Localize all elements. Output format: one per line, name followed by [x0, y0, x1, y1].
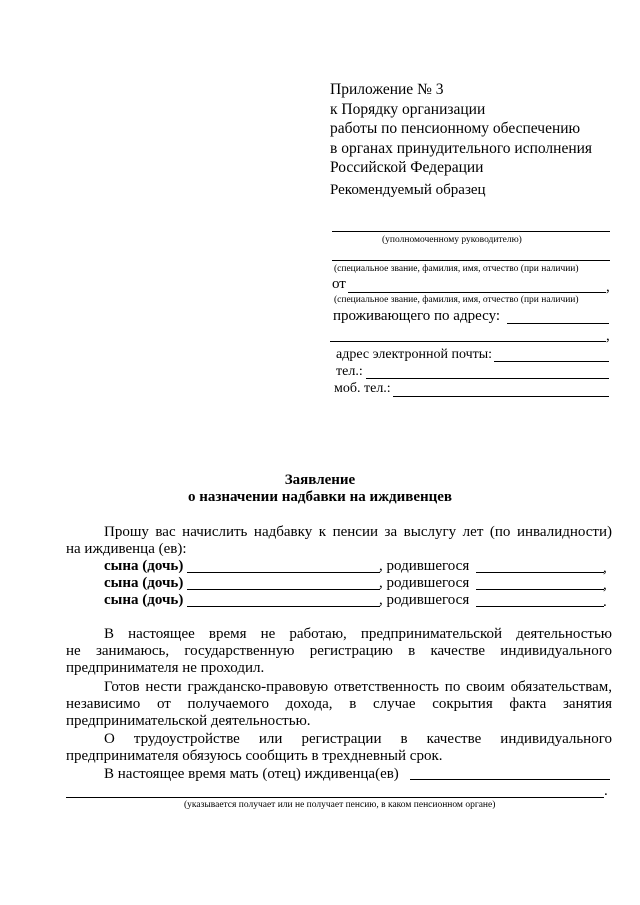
child-label: сына (дочь) [104, 575, 184, 591]
parent-pension-caption: (указывается получает или не получает пенсию, в каком пенсионном органе) [184, 800, 496, 810]
head-blank-line[interactable] [332, 231, 610, 232]
appendix-line: в органах принудительного исполнения [330, 139, 593, 157]
child-name-blank-line[interactable] [187, 606, 380, 607]
child-label: сына (дочь) [104, 592, 184, 608]
request-line-1: Прошу вас начислить надбавку к пенсии за выслугу лет (по инвалидности) [104, 524, 612, 540]
paragraph-employment-line-1: В настоящее время не работаю, предпринимательской деятельностью [104, 626, 612, 642]
child-birth-blank-line[interactable] [476, 589, 604, 590]
appendix-block [330, 80, 592, 178]
child-name-blank-line[interactable] [187, 589, 380, 590]
from-comma: , [606, 279, 610, 295]
child-label: сына (дочь) [104, 558, 184, 574]
born-label: , родившегося [379, 558, 470, 574]
parent-pension-blank-line-1[interactable] [410, 779, 610, 780]
request-line-2: на иждивенца (ев): [66, 541, 187, 557]
born-label: , родившегося [379, 575, 470, 591]
paragraph-parent-label: В настоящее время мать (отец) иждивенца(ев) [104, 766, 399, 782]
phone-blank-line[interactable] [366, 378, 609, 379]
rank-name-blank-line[interactable] [332, 260, 610, 261]
child-birth-blank-line[interactable] [476, 606, 604, 607]
paragraph-notify-line-1: О трудоустройстве или регистрации в качестве индивидуального [104, 731, 612, 747]
mobile-blank-line[interactable] [393, 396, 609, 397]
address-label: проживающего по адресу: [333, 308, 501, 324]
email-blank-line[interactable] [494, 361, 609, 362]
parent-pension-blank-line-2[interactable] [66, 797, 604, 798]
paragraph-employment-line-2: не занимаюсь, государственную регистрацию в качестве индивидуального [66, 643, 612, 659]
born-label: , родившегося [379, 592, 470, 608]
appendix-line: Российской Федерации [330, 159, 484, 176]
paragraph-liability-line-1: Готов нести гражданско-правовую ответственность по своим обязательствам, [104, 679, 612, 695]
address-blank-line-2[interactable] [330, 341, 606, 342]
mobile-label: моб. тел.: [334, 381, 391, 396]
paragraph-notify-line-2: предпринимателя обязуюсь сообщить в трехдневный срок. [66, 748, 443, 764]
from-caption: (специальное звание, фамилия, имя, отчество (при наличии) [334, 295, 579, 305]
head-caption: (уполномоченному руководителю) [382, 235, 522, 245]
child-name-blank-line[interactable] [187, 572, 380, 573]
row-comma: , [603, 577, 607, 593]
from-label: от [332, 276, 346, 292]
row-comma: , [603, 560, 607, 576]
parent-pension-period: . [604, 783, 608, 799]
address-comma: , [606, 328, 610, 344]
address-blank-line-1[interactable] [507, 323, 609, 324]
recommended-sample-label: Рекомендуемый образец [330, 182, 486, 198]
email-label: адрес электронной почты: [336, 347, 493, 362]
appendix-line: к Порядку организации [330, 100, 486, 118]
appendix-line: работы по пенсионному обеспечению [330, 120, 581, 137]
phone-label: тел.: [336, 364, 363, 379]
document-title: Заявление [284, 472, 356, 488]
paragraph-employment-line-3: предпринимателя не проходил. [66, 660, 265, 676]
paragraph-liability-line-3: предпринимательской деятельностью. [66, 713, 311, 729]
rank-name-caption: (специальное звание, фамилия, имя, отчество (при наличии) [334, 264, 579, 274]
from-blank-line[interactable] [348, 292, 606, 293]
child-birth-blank-line[interactable] [476, 572, 604, 573]
document-subtitle: о назначении надбавки на иждивенцев [187, 489, 453, 505]
row-period: . [603, 594, 607, 610]
paragraph-liability-line-2: независимо от получаемого дохода, в случае сокрытия факта занятия [66, 696, 612, 712]
appendix-line: Приложение № 3 [330, 81, 444, 98]
